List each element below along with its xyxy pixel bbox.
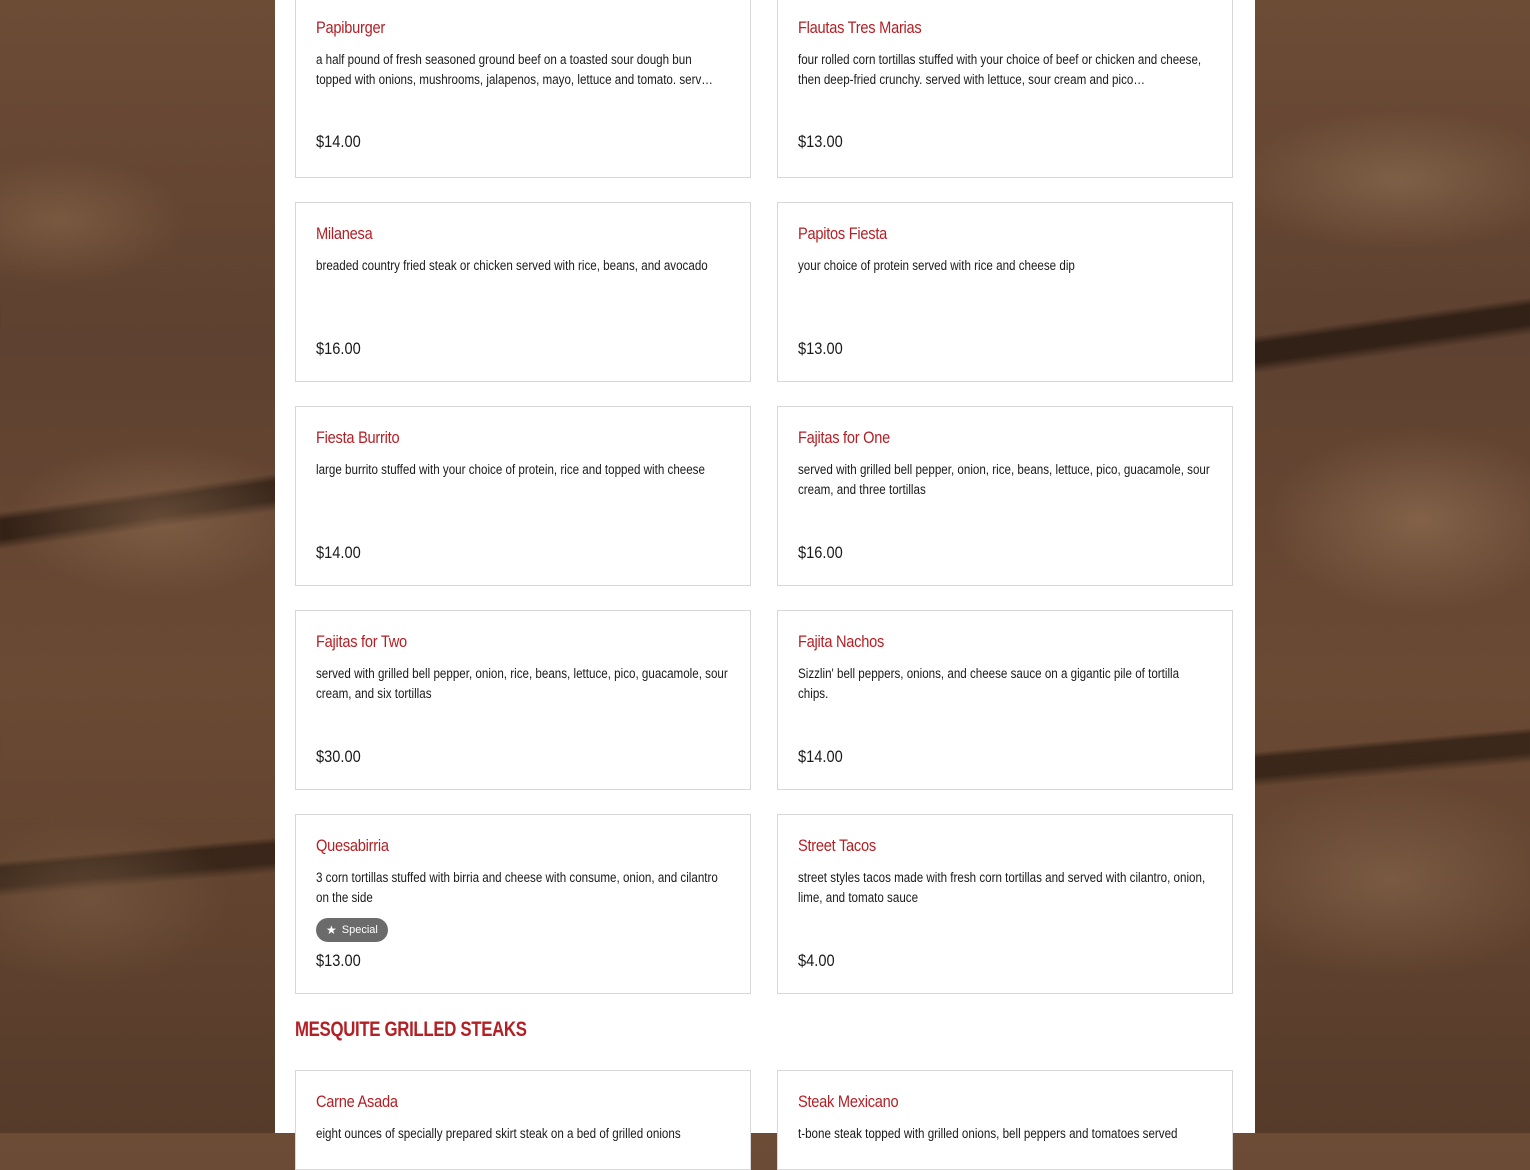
item-name: Fajita Nachos — [798, 632, 885, 651]
item-name: Carne Asada — [316, 1092, 398, 1111]
star-icon: ★ — [326, 923, 337, 937]
item-description: t-bone steak topped with grilled onions, bell peppers and tomatoes served — [798, 1126, 1178, 1141]
item-description: served with grilled bell pepper, onion, rice, beans, lettuce, pico, guacamole, sour cream, and three tortillas — [798, 462, 1210, 497]
item-name: Papitos Fiesta — [798, 224, 888, 243]
item-price: $13.00 — [316, 951, 361, 970]
menu-item-card[interactable] — [777, 406, 1233, 586]
item-description: large burrito stuffed with your choice of protein, rice and topped with cheese — [316, 462, 705, 477]
item-description: a half pound of fresh seasoned ground beef on a toasted sour dough bun topped with onions, mushrooms, jalapenos, mayo, lettuce and tomato. serv… — [316, 52, 713, 87]
badge-label: Special — [341, 924, 378, 936]
menu-item-card[interactable] — [777, 610, 1233, 790]
item-description: your choice of protein served with rice and cheese dip — [798, 258, 1075, 273]
item-description: 3 corn tortillas stuffed with birria and cheese with consume, onion, and cilantro on the side — [316, 870, 718, 905]
menu-item-card[interactable] — [295, 610, 751, 790]
item-price: $30.00 — [316, 747, 361, 766]
menu-item-card[interactable] — [777, 1070, 1233, 1170]
item-name: Milanesa — [316, 224, 373, 243]
item-name: Fiesta Burrito — [316, 428, 400, 447]
item-price: $4.00 — [798, 951, 835, 970]
item-price: $16.00 — [316, 339, 361, 358]
menu-item-card[interactable] — [295, 406, 751, 586]
item-description: eight ounces of specially prepared skirt steak on a bed of grilled onions — [316, 1126, 681, 1141]
item-description: Sizzlin' bell peppers, onions, and cheese sauce on a gigantic pile of tortilla chips. — [798, 666, 1180, 701]
menu-item-card[interactable] — [295, 814, 751, 994]
menu-item-card[interactable] — [777, 0, 1233, 178]
item-name: Fajitas for One — [798, 428, 891, 447]
item-name: Street Tacos — [798, 836, 876, 855]
item-name: Steak Mexicano — [798, 1092, 899, 1111]
item-name: Fajitas for Two — [316, 632, 407, 651]
item-price: $13.00 — [798, 132, 843, 151]
special-badge — [316, 918, 388, 942]
item-price: $14.00 — [316, 132, 361, 151]
item-description: served with grilled bell pepper, onion, rice, beans, lettuce, pico, guacamole, sour cream, and six tortillas — [316, 666, 728, 701]
item-price: $16.00 — [798, 543, 843, 562]
item-price: $13.00 — [798, 339, 843, 358]
menu-item-card[interactable] — [295, 202, 751, 382]
item-description: street styles tacos made with fresh corn tortillas and served with cilantro, onion, lime, and tomato sauce — [798, 870, 1206, 905]
item-name: Papiburger — [316, 18, 385, 37]
menu-page — [275, 0, 1255, 1141]
item-name: Flautas Tres Marias — [798, 18, 922, 37]
item-price: $14.00 — [316, 543, 361, 562]
menu-item-card[interactable] — [295, 0, 751, 178]
section-title: MESQUITE GRILLED STEAKS — [295, 1018, 527, 1041]
item-description: breaded country fried steak or chicken served with rice, beans, and avocado — [316, 258, 708, 273]
menu-item-card[interactable] — [777, 814, 1233, 994]
item-description: four rolled corn tortillas stuffed with your choice of beef or chicken and cheese, then deep-fried crunchy. served with lettuce, sour cream and pico… — [798, 52, 1202, 87]
menu-item-card[interactable] — [295, 1070, 751, 1170]
item-price: $14.00 — [798, 747, 843, 766]
item-name: Quesabirria — [316, 836, 389, 855]
menu-item-card[interactable] — [777, 202, 1233, 382]
